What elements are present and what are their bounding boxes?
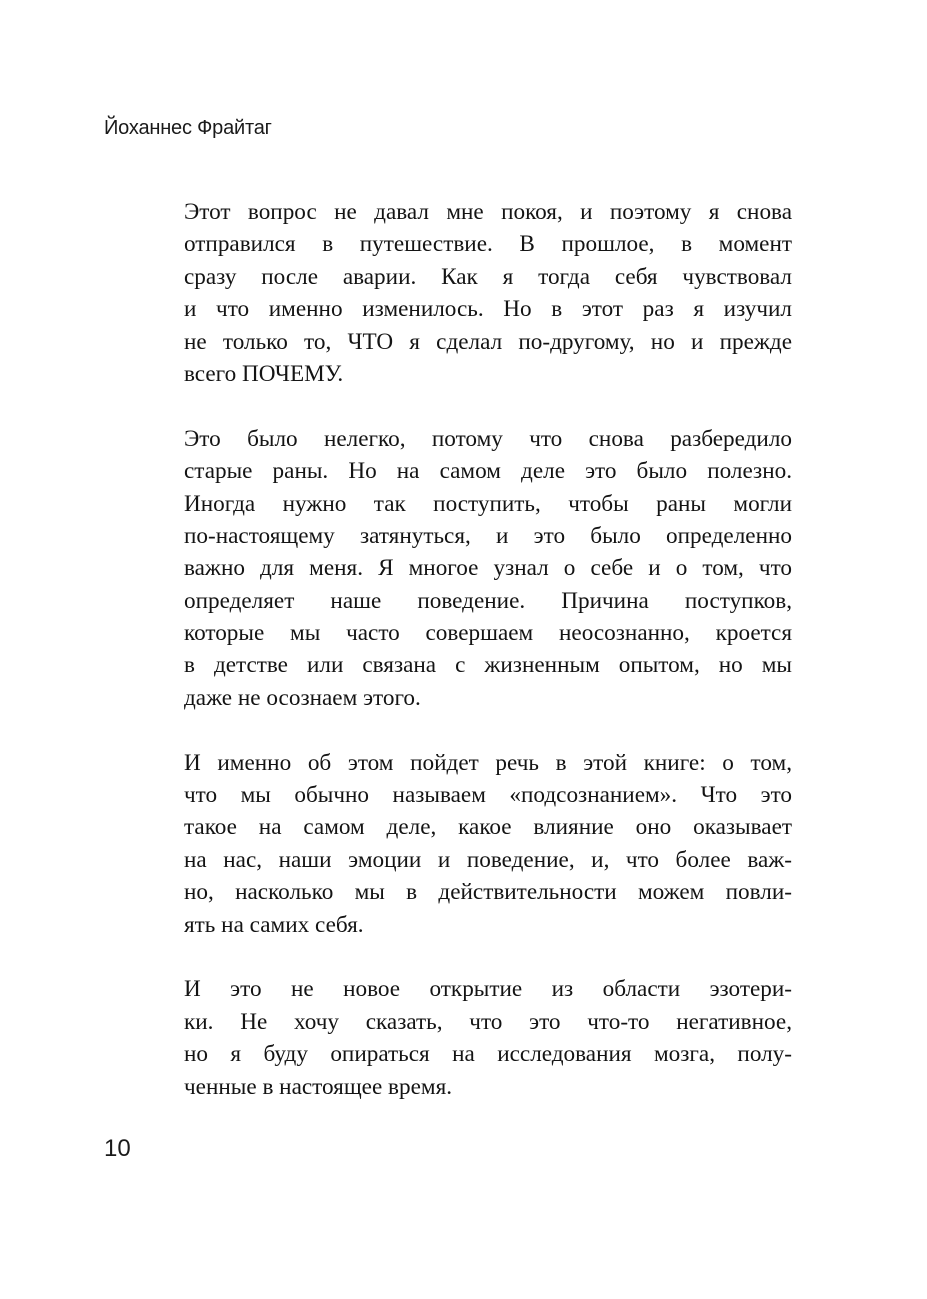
text-line: Иногда нужно так поступить, чтобы раны могли xyxy=(184,490,792,517)
text-line: ки. Не хочу сказать, что это что-то негативное, xyxy=(184,1008,792,1035)
paragraph-gap xyxy=(184,714,792,746)
text-line: но я буду опираться на исследования мозга, полу- xyxy=(184,1041,792,1068)
text-line: и что именно изменилось. Но в этот раз я изучил xyxy=(184,296,792,323)
text-line: ять на самих себя. xyxy=(184,911,364,938)
text-line: сразу после аварии. Как я тогда себя чувствовал xyxy=(184,263,792,290)
text-line: на нас, наши эмоции и поведение, и, что более важ- xyxy=(184,846,792,873)
text-line: даже не осознаем этого. xyxy=(184,684,421,711)
paragraph-1 xyxy=(184,196,792,390)
body-text xyxy=(184,196,792,1103)
text-line: ченные в настоящее время. xyxy=(184,1073,453,1100)
text-line: И именно об этом пойдет речь в этой книге: о том, xyxy=(184,749,792,776)
text-line: которые мы часто совершаем неосознанно, кроется xyxy=(184,620,792,647)
text-line: И это не новое открытие из области эзотери- xyxy=(184,976,792,1003)
text-line: по-настоящему затянуться, и это было определенно xyxy=(184,522,792,549)
text-line: что мы обычно называем «подсознанием». Что это xyxy=(184,782,792,809)
page-number: 10 xyxy=(104,1135,131,1162)
text-line: определяет наше поведение. Причина поступков, xyxy=(184,587,792,614)
paragraph-4 xyxy=(184,973,792,1103)
text-line: такое на самом деле, какое влияние оно оказывает xyxy=(184,814,792,841)
paragraph-2 xyxy=(184,423,792,715)
text-line: Это было нелегко, потому что снова разбередило xyxy=(184,425,792,452)
text-line: важно для меня. Я многое узнал о себе и о том, что xyxy=(184,555,792,582)
running-head-author: Йоханнес Фрайтаг xyxy=(104,117,272,139)
paragraph-gap xyxy=(184,941,792,973)
paragraph-3 xyxy=(184,747,792,941)
text-line: не только то, ЧТО я сделал по-другому, но и прежде xyxy=(184,328,792,355)
text-line: но, насколько мы в действительности можем повли- xyxy=(184,879,792,906)
text-line: старые раны. Но на самом деле это было полезно. xyxy=(184,458,792,485)
paragraph-gap xyxy=(184,390,792,422)
text-line: всего ПОЧЕМУ. xyxy=(184,360,344,387)
text-line: отправился в путешествие. В прошлое, в момент xyxy=(184,231,792,258)
text-line: в детстве или связана с жизненным опытом, но мы xyxy=(184,652,792,679)
text-line: Этот вопрос не давал мне покоя, и поэтому я снова xyxy=(184,199,792,225)
